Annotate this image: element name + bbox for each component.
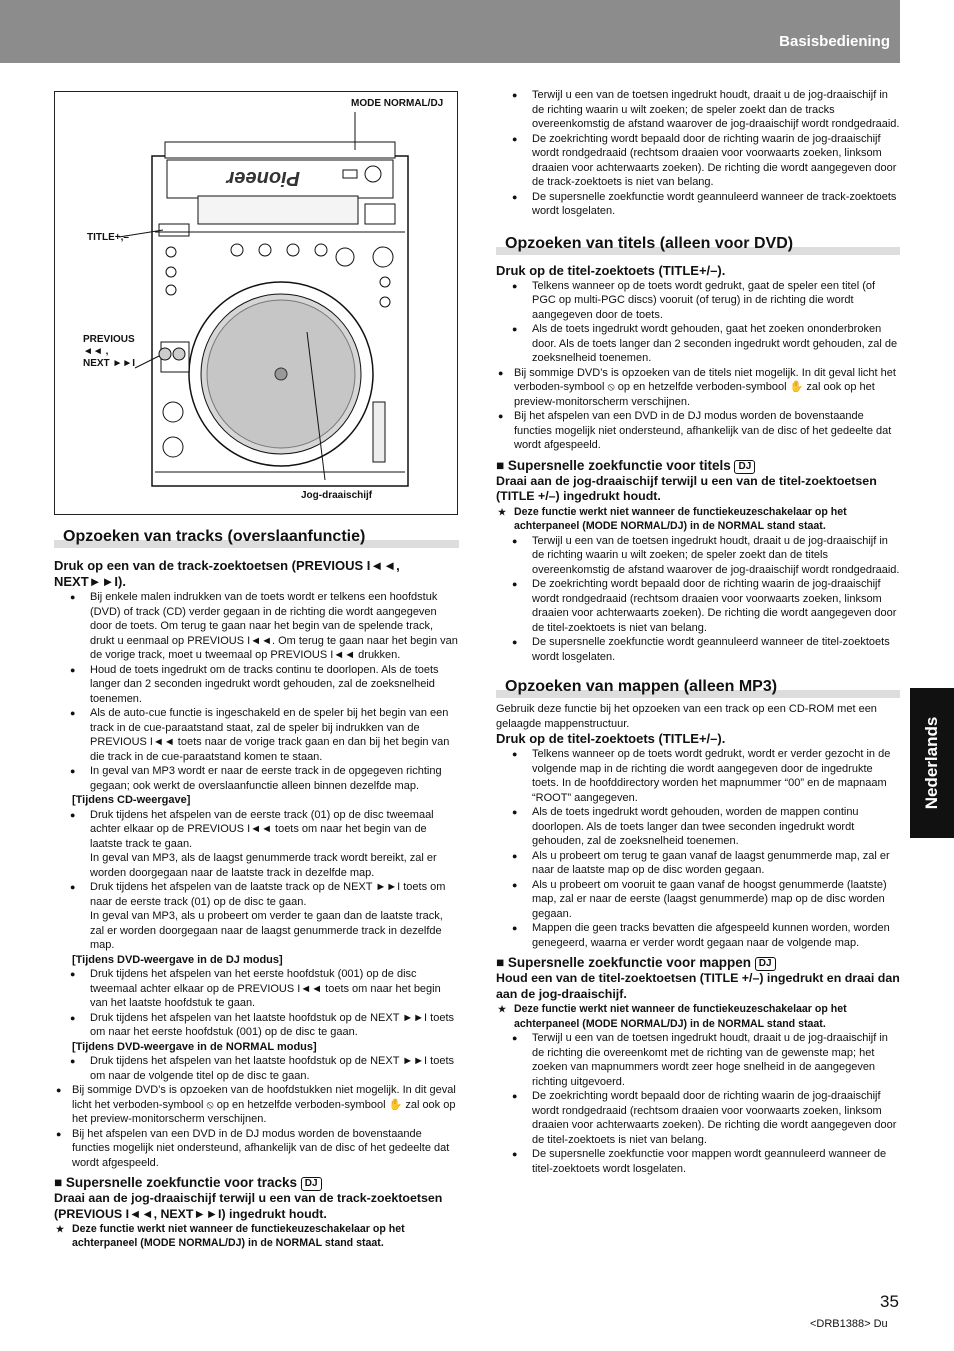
- list-item: ● Bij enkele malen indrukken van de toets wordt er telkens een hoofdstuk (DVD) of track (CD) verder gegaan in de richting die wordt aangegeven door de toets. Om terug te gaan naar het begin van de spelende track, drukt u eenmaal op PREVIOUS I◄◄. Om terug te gaan naar het begin van de vorige track, moet u tweemaal op PREVIOUS I◄◄ drukken.: [54, 590, 459, 663]
- supersnel-tracks-instruction: Draai aan de jog-draaischijf terwijl u een van de track-zoektoetsen (PREVIOUS I◄◄, NEXT►►I) ingedrukt houdt.: [54, 1191, 443, 1221]
- list-item: ● De supersnelle zoekfunctie voor mappen wordt geannuleerd wanneer de titel-zoektoets wordt losgelaten.: [496, 1147, 900, 1176]
- supersnel-titles-heading: ■ Supersnelle zoekfunctie voor titels DJ: [496, 457, 900, 474]
- list-item: ● Druk tijdens het afspelen van het eerste hoofdstuk (001) op de disc tweemaal achter elkaar op de PREVIOUS I◄◄ toets om naar het begin van het laatste hoofdstuk te gaan.: [54, 967, 459, 1011]
- list-item: ● De zoekrichting wordt bepaald door de richting waarin de jog-draaischijf wordt rondgedraaid (rechtsom draaien voor voorwaarts zoeken, linksom draaien voor achterwaarts zoeken). De richting die wordt aangegeven door de track-zoektoets is niet van belang.: [496, 132, 900, 190]
- list-item: ● Als de toets ingedrukt wordt gehouden, worden de mappen continu doorlopen. Als de toets langer dan twee seconden ingedrukt wordt gehouden, zal de zoeksnelheid toenemen.: [496, 805, 900, 849]
- supersnel-titles-instruction: Draai aan de jog-draaischijf terwijl u een van de titel-zoektoetsen (TITLE +/–) ingedrukt houdt.: [496, 473, 877, 503]
- cd-label: [Tijdens CD-weergave]: [72, 794, 191, 806]
- list-item: ● Druk tijdens het afspelen van de laatste track op de NEXT ►►I toets om naar de eerste track (01) op de disc te gaan.: [54, 880, 459, 909]
- note: ★ Deze functie werkt niet wanneer de functiekeuzeschakelaar op het achterpaneel (MODE NORMAL/DJ) in de NORMAL stand staat.: [496, 505, 900, 534]
- list-item: ● In geval van MP3 wordt er naar de eerste track in de opgegeven richting gegaan; ook werkt de overslaanfunctie alleen binnen dezelfde map.: [54, 764, 459, 793]
- heading-tracks: Opzoeken van tracks (overslaanfunctie): [54, 528, 459, 546]
- document-reference: <DRB1388> Du: [810, 1318, 888, 1330]
- callout-mode: MODE NORMAL/DJ: [351, 98, 444, 109]
- callout-previous-next: PREVIOUS ◄◄ , NEXT ►►I: [83, 334, 136, 369]
- right-column: [496, 88, 900, 1176]
- list-item: ● Bij sommige DVD’s is opzoeken van de titels niet mogelijk. In dit geval licht het verboden-symbool ⦸ op en hetzelfde verboden-symbool ✋ zal ook op het preview-monitorscherm verschijnen.: [496, 366, 900, 410]
- list-item: ● Telkens wanneer op de toets wordt gedrukt, wordt er verder gezocht in de volgende map in de richting die wordt aangegeven door de ingedrukte toets. In de hoofddirectory worden het mapnummer “00” en de mapnaam “ROOT” aangegeven.: [496, 747, 900, 805]
- list-item: ● Telkens wanneer op de toets wordt gedrukt, gaat de speler een titel (of PGC op multi-PGC discs) vooruit (of terug) in de richting die wordt aangegeven door de toets.: [496, 279, 900, 323]
- list-item: ● Als de auto-cue functie is ingeschakeld en de speler bij het begin van een track in de cue-paraatstand staat, zal de speler bij indrukken van de PREVIOUS I◄◄ toets naar de vorige track gaan en dan bij het begin van die track in de cue-paraatstand komen te staan.: [54, 706, 459, 764]
- list-item: ● Mappen die geen tracks bevatten die afgespeeld kunnen worden, worden genegeerd, waarna er verder wordt gegaan naar de volgende map.: [496, 921, 900, 950]
- callout-jog: Jog-draaischijf: [301, 490, 373, 501]
- list-item: ● Druk tijdens het afspelen van het laatste hoofdstuk op de NEXT ►►I toets om naar het eerste hoofdstuk (001) op de disc te gaan.: [54, 1011, 459, 1040]
- dj-label: [Tijdens DVD-weergave in de DJ modus]: [72, 953, 283, 966]
- subheading-titles: Druk op de titel-zoektoets (TITLE+/–).: [496, 262, 726, 278]
- list-item: ● Bij het afspelen van een DVD in de DJ modus worden de bovenstaande functies mogelijk niet ondersteund, afhankelijk van de disc of het gedeelte dat wordt afgespeeld.: [54, 1127, 459, 1171]
- list-item: ● De supersnelle zoekfunctie wordt geannuleerd wanneer de titel-zoektoets wordt losgelaten.: [496, 635, 900, 664]
- callout-title: TITLE+,–: [87, 232, 129, 243]
- list-item: ● De zoekrichting wordt bepaald door de richting waarin de jog-draaischijf wordt rondgedraaid (rechtsom draaien voor voorwaarts zoeken, linksom draaien voor achterwaarts zoeken). De richting die wordt aangegeven door de titel-zoektoets is niet van belang.: [496, 1089, 900, 1147]
- folders-intro: Gebruik deze functie bij het opzoeken van een track op een CD-ROM met een gelaagde mappenstructuur.: [496, 703, 877, 730]
- list-item: ● Bij sommige DVD’s is opzoeken van de hoofdstukken niet mogelijk. In dit geval licht het verboden-symbool ⦸ op en hetzelfde verboden-symbool ✋ zal ook op het preview-monitorscherm verschijnen.: [54, 1083, 459, 1127]
- list-item: ● Als de toets ingedrukt wordt gehouden, gaat het zoeken ononderbroken door. Als de toets langer dan 2 seconden ingedrukt wordt gehouden, zal de zoeksnelheid toenemen.: [496, 322, 900, 366]
- note: ★ Deze functie werkt niet wanneer de functiekeuzeschakelaar op het achterpaneel (MODE NORMAL/DJ) in de NORMAL stand staat.: [54, 1222, 459, 1251]
- language-tab: [910, 688, 954, 838]
- list-item: ● Als u probeert om terug te gaan vanaf de laagst genummerde map, zal er naar de laatste map op de disc worden gegaan.: [496, 849, 900, 878]
- list-item: ● Terwijl u een van de toetsen ingedrukt houdt, draait u de jog-draaischijf in de richting waarin u wilt zoeken; de speler zoekt dan de titels overeenkomstig de afstand waarover de jog-draaischijf wordt rondgedraaid.: [496, 534, 900, 578]
- page-header: [0, 0, 900, 63]
- brand-text-mirrored: Pioneer: [226, 167, 300, 189]
- list-cont: In geval van MP3, als u probeert om verder te gaan dan de laatste track, zal er worden doorgegaan naar de laagst genummerde track in dezelfde map.: [90, 910, 443, 951]
- list-item: ● De supersnelle zoekfunctie wordt geannuleerd wanneer de track-zoektoets wordt losgelaten.: [496, 190, 900, 219]
- device-illustration: [54, 91, 458, 515]
- note: ★ Deze functie werkt niet wanneer de functiekeuzeschakelaar op het achterpaneel (MODE NORMAL/DJ) in de NORMAL stand staat.: [496, 1002, 900, 1031]
- supersnel-folders-instruction: Houd een van de titel-zoektoetsen (TITLE +/–) ingedrukt en draai dan aan de jog-draaischijf.: [496, 971, 900, 1001]
- list-item: ● De zoekrichting wordt bepaald door de richting waarin de jog-draaischijf wordt rondgedraaid (rechtsom draaien voor voorwaarts zoeken, linksom draaien voor achterwaarts zoeken). De richting die wordt aangegeven door de titel-zoektoets is niet van belang.: [496, 577, 900, 635]
- supersnel-tracks-heading: ■ Supersnelle zoekfunctie voor tracks DJ: [54, 1174, 459, 1191]
- list-item: ● Terwijl u een van de toetsen ingedrukt houdt, draait u de jog-draaischijf in de richting die overeenkomt met de richting van de gewenste map; het zoeken van mapnummers wordt zeer hoge snelheid in de aangegeven richting uitgevoerd.: [496, 1031, 900, 1089]
- normal-label: [Tijdens DVD-weergave in de NORMAL modus]: [72, 1040, 317, 1053]
- subheading-tracks: Druk op een van de track-zoektoetsen (PREVIOUS I◄◄, NEXT►►I).: [54, 558, 400, 589]
- list-item: ● Houd de toets ingedrukt om de tracks continu te doorlopen. Als de toets langer dan 2 seconden ingedrukt wordt gehouden, zal de zoeksnelheid toenemen.: [54, 663, 459, 707]
- dj-badge: DJ: [755, 957, 776, 971]
- dj-badge: DJ: [734, 460, 755, 474]
- section-title: Basisbediening: [779, 33, 890, 50]
- list-item: ● Bij het afspelen van een DVD in de DJ modus worden de bovenstaande functies mogelijk niet ondersteund, afhankelijk van de disc of het gedeelte dat wordt afgespeeld.: [496, 409, 900, 453]
- language-tab-label: Nederlands: [922, 716, 941, 810]
- dj-badge: DJ: [301, 1177, 322, 1191]
- heading-folders: Opzoeken van mappen (alleen MP3): [496, 678, 900, 696]
- list-item: ● Terwijl u een van de toetsen ingedrukt houdt, draait u de jog-draaischijf in de richting waarin u wilt zoeken; de speler zoekt dan de tracks overeenkomstig de afstand waarover de jog-draaischijf wordt rondgedraaid.: [496, 88, 900, 132]
- left-column: [54, 528, 459, 1251]
- list-cont: In geval van MP3, als de laagst genummerde track wordt bereikt, zal er worden doorgegaan naar de laatste track in dezelfde map.: [90, 852, 437, 879]
- list-item: ● Als u probeert om vooruit te gaan vanaf de hoogst genummerde (laatste) map, zal er naar de eerste (laagst genummerde) map op de disc worden gegaan.: [496, 878, 900, 922]
- list-item: ● Druk tijdens het afspelen van de eerste track (01) op de disc tweemaal achter elkaar op de PREVIOUS I◄◄ toets om naar het begin van de laatste track te gaan.: [54, 808, 459, 852]
- subheading-folders: Druk op de titel-zoektoets (TITLE+/–).: [496, 731, 726, 746]
- page-number: 35: [880, 1292, 899, 1311]
- heading-titles: Opzoeken van titels (alleen voor DVD): [496, 235, 900, 253]
- supersnel-folders-heading: ■ Supersnelle zoekfunctie voor mappen DJ: [496, 954, 900, 971]
- list-item: ● Druk tijdens het afspelen van het laatste hoofdstuk op de NEXT ►►I toets om naar de volgende titel op de disc te gaan.: [54, 1054, 459, 1083]
- player-drawing: [55, 92, 457, 514]
